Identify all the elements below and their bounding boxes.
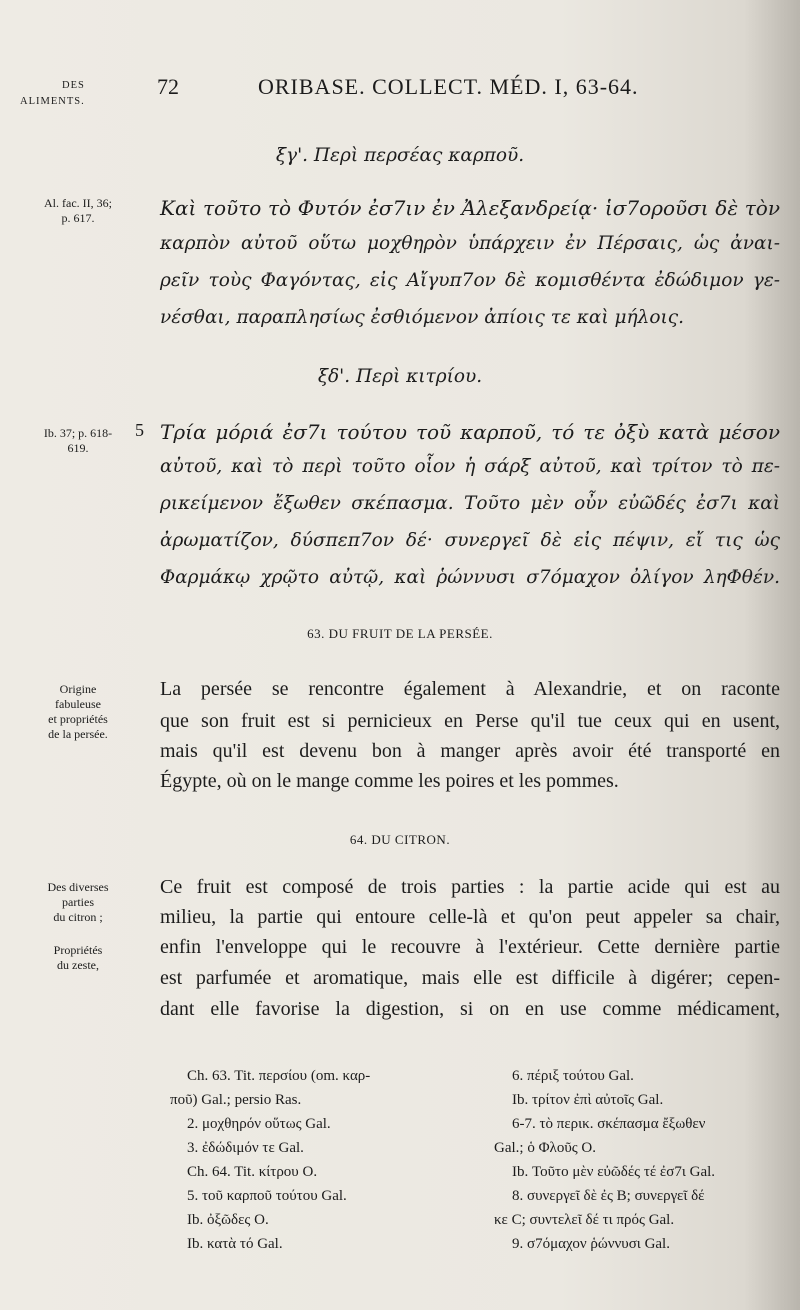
- margin-summary-line: et propriétés: [48, 712, 108, 726]
- french-text-line: est parfumée et aromatique, mais elle est difficile à digérer; cepen-: [160, 967, 780, 989]
- greek-text-line: Φαρμάκῳ χρῷτο αὐτῷ, καὶ ῥώννυσι σ7όμαχον ὀλίγον ληΦθέν.: [160, 567, 780, 588]
- margin-reference-line: Ib. 37; p. 618-: [43, 426, 113, 440]
- footnote-line: 6-7. τὸ περικ. σκέπασμα ἔξωθεν: [512, 1116, 706, 1132]
- margin-summary-line: Origine: [59, 682, 97, 696]
- footnote-line: 3. ἐδώδιμόν τε Gal.: [187, 1140, 304, 1156]
- french-text-line: enfin l'enveloppe qui le recouvre à l'extérieur. Cette dernière partie: [160, 936, 780, 958]
- margin-reference-line: 619.: [67, 441, 89, 455]
- french-text-line: Égypte, où on le mange comme les poires et les pommes.: [160, 770, 619, 792]
- footnote-line: ποῦ) Gal.; persio Ras.: [170, 1092, 302, 1108]
- french-text-line: dant elle favorise la digestion, si on en use comme médicament,: [160, 998, 780, 1020]
- greek-text-line: ἀρωματίζον, δύσπεπ7ον δέ· συνεργεῖ δὲ εἰς πέψιν, εἴ τις ὡς: [160, 530, 780, 551]
- margin-summary-line: parties: [62, 895, 94, 909]
- french-text-line: milieu, la partie qui entoure celle-là et qu'on peut appeler sa chair,: [160, 906, 780, 928]
- footnote-line: 9. σ7όμαχον ῥώννυσι Gal.: [512, 1236, 670, 1252]
- footnote-line: Ib. Τοῦτο μὲν εὐῶδές τέ ἐσ7ι Gal.: [512, 1164, 716, 1180]
- footnote-line: 6. πέριξ τούτου Gal.: [512, 1068, 634, 1084]
- footnote-line: Ib. κατὰ τό Gal.: [187, 1236, 283, 1252]
- greek-heading-citron: ξδ'. Περὶ κιτρίου.: [317, 366, 483, 387]
- greek-text-line: νέσθαι, παραπλησίως ἐσθιόμενον ἀπίοις τε καὶ μήλοις.: [160, 307, 684, 328]
- margin-summary-line: du citron ;: [53, 910, 103, 924]
- french-text-line: Ce fruit est composé de trois parties : la partie acide qui est au: [160, 876, 780, 898]
- margin-summary-64: [22, 880, 134, 925]
- margin-section-label: [20, 78, 140, 110]
- footnote-line: Ib. τρίτον ἐπὶ αὐτοῖς Gal.: [512, 1092, 664, 1108]
- margin-summary-line: Des diverses: [47, 880, 109, 894]
- footnote-line: 5. τοῦ καρποῦ τούτου Gal.: [187, 1188, 347, 1204]
- french-text-line: La persée se rencontre également à Alexandrie, et on raconte: [160, 678, 780, 700]
- french-text-line: mais qu'il est devenu bon à manger après avoir été transporté en: [160, 740, 780, 762]
- footnote-line: 2. μοχθηρόν οὕτως Gal.: [187, 1116, 331, 1132]
- margin-summary-line: de la persée.: [48, 727, 108, 741]
- greek-text-line: καρπὸν αὐτοῦ οὕτω μοχθηρὸν ὑπάρχειν ἐν Πέρσαις, ὡς ἀναι-: [160, 233, 780, 254]
- footnote-line: κε C; συντελεῖ δέ τι πρός Gal.: [494, 1212, 675, 1228]
- french-heading-64: 64. DU CITRON.: [349, 832, 451, 847]
- margin-reference-citron: [22, 426, 134, 456]
- footnote-line: Ib. ὀξῶδες O.: [187, 1212, 269, 1228]
- footnote-line: 8. συνεργεῖ δὲ ἐς B; συνεργεῖ δέ: [512, 1188, 705, 1204]
- margin-summary-line: fabuleuse: [55, 697, 101, 711]
- margin-reference-persea: [22, 196, 134, 226]
- margin-reference-line: Al. fac. II, 36;: [44, 196, 112, 210]
- greek-text-line: ρεῖν τοὺς Φαγόντας, εἰς Αἴγυπ7ον δὲ κομισθέντα ἐδώδιμον γε-: [160, 270, 780, 291]
- greek-text-line: ρικείμενον ἔξωθεν σκέπασμα. Τοῦτο μὲν οὖν εὐῶδές ἐσ7ι καὶ: [160, 493, 780, 514]
- margin-summary-line: Propriétés: [53, 943, 103, 957]
- footnote-line: Gal.; ὁ Φλοῦς O.: [494, 1140, 597, 1156]
- line-number: 5: [135, 420, 144, 440]
- margin-summary-zest: [22, 943, 134, 973]
- margin-summary-63: [22, 682, 134, 742]
- running-title: ORIBASE. COLLECT. MÉD. I, 63-64.: [258, 74, 639, 99]
- greek-text-line: αὐτοῦ, καὶ τὸ περὶ τοῦτο οἷον ἡ σάρξ αὐτοῦ, καὶ τρίτον τὸ πε-: [160, 456, 780, 477]
- footnote-line: Ch. 63. Tit. περσίου (om. καρ-: [187, 1068, 371, 1084]
- greek-heading-persea: ξγ'. Περὶ περσέας καρποῦ.: [275, 145, 525, 166]
- page-number: 72: [157, 74, 179, 99]
- greek-text-line: Καὶ τοῦτο τὸ Φυτόν ἐσ7ιν ἐν Ἀλεξανδρείᾳ· ἱσ7οροῦσι δὲ τὸν: [160, 196, 780, 220]
- french-text-line: que son fruit est si pernicieux en Perse qu'il tue ceux qui en usent,: [160, 710, 780, 732]
- margin-summary-line: du zeste,: [57, 958, 99, 972]
- greek-text-line: Τρία μόριά ἐσ7ι τούτου τοῦ καρποῦ, τό τε ὀξὺ κατὰ μέσον: [160, 420, 780, 444]
- margin-section-label-line: ALIMENTS.: [20, 96, 85, 107]
- footnote-line: Ch. 64. Tit. κίτρου O.: [187, 1164, 318, 1180]
- french-heading-63: 63. DU FRUIT DE LA PERSÉE.: [307, 626, 493, 641]
- margin-reference-line: p. 617.: [61, 211, 95, 225]
- margin-section-label-line: DES: [62, 80, 85, 91]
